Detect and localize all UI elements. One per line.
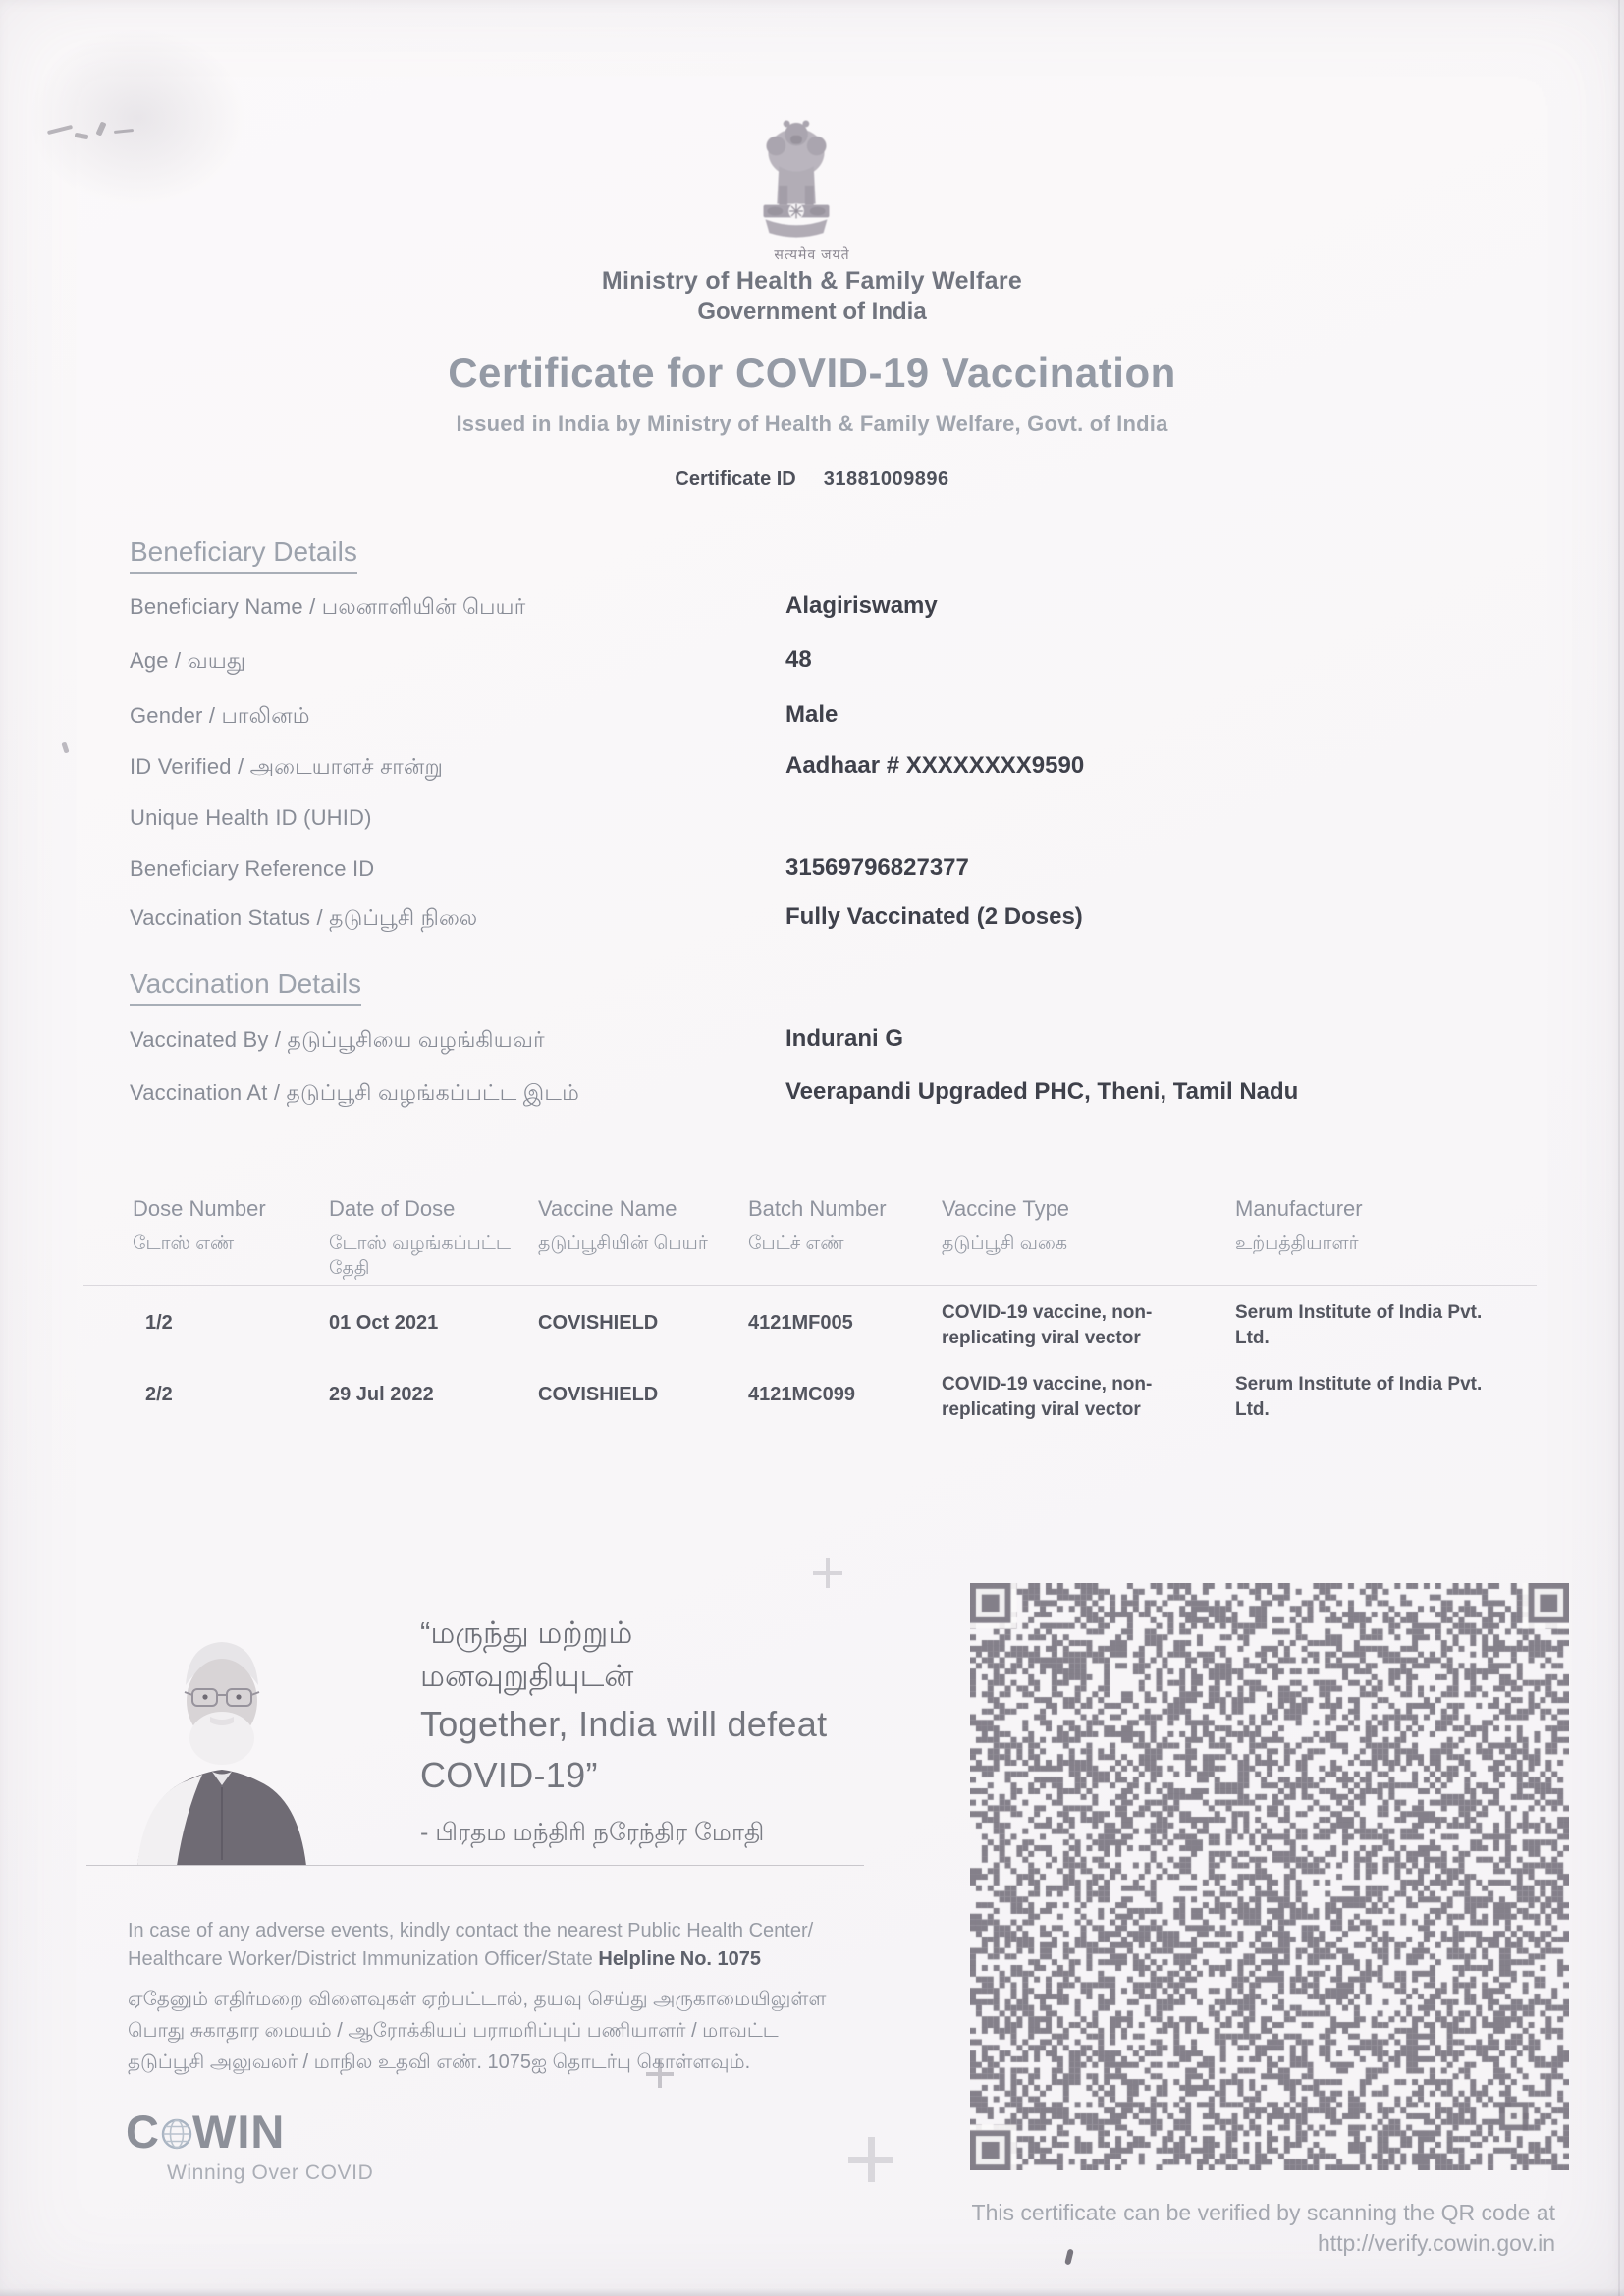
label-beneficiary-reference-id: Beneficiary Reference ID <box>130 856 375 881</box>
ministry-name: Ministry of Health & Family Welfare <box>601 267 1023 295</box>
government-of-india: Government of India <box>697 299 927 325</box>
value-vaccination-at: Veerapandi Upgraded PHC, Theni, Tamil Nadu <box>785 1078 1299 1105</box>
scan-scribble-artifact <box>41 114 159 153</box>
dose2-number: 2/2 <box>145 1384 173 1405</box>
dose2-batch: 4121MC099 <box>748 1384 855 1405</box>
dose2-vaccine-type: COVID-19 vaccine, non-replicating viral vector <box>942 1374 1153 1420</box>
value-vaccination-status: Fully Vaccinated (2 Doses) <box>785 903 1083 930</box>
satyameva-jayate-text: सत्यमेव जयते <box>774 246 850 262</box>
label-vaccinated-by: Vaccinated By / தடுப்பூசியை வழங்கியவர் <box>130 1027 545 1052</box>
cowin-logo: C WIN <box>126 2105 286 2158</box>
beneficiary-details-heading: Beneficiary Details <box>130 536 357 574</box>
dose2-manufacturer: Serum Institute of India Pvt. Ltd. <box>1235 1374 1483 1420</box>
col-header-dose-number: Dose Number டோஸ் எண் <box>133 1196 266 1254</box>
ashoka-emblem-icon <box>733 110 859 254</box>
plus-decoration-icon <box>848 2137 893 2182</box>
scan-right-edge-line <box>1618 0 1620 2296</box>
adverse-events-notice: In case of any adverse events, kindly contact the nearest Public Health Center/ Healthcare Worker/District Immunization Officer/State Helpline No. 1075 <box>128 1920 814 1970</box>
qr-verify-caption: This certificate can be verified by scanning the QR code at http://verify.cowin.gov.in <box>971 2200 1555 2256</box>
scan-ink-tick <box>61 741 69 753</box>
dose1-number: 1/2 <box>145 1312 173 1334</box>
value-beneficiary-name: Alagiriswamy <box>785 592 938 619</box>
label-uhid: Unique Health ID (UHID) <box>130 805 372 830</box>
value-id-verified: Aadhaar # XXXXXXXX9590 <box>785 752 1085 779</box>
value-vaccinated-by: Indurani G <box>785 1025 903 1052</box>
plus-decoration-icon <box>813 1558 842 1588</box>
label-vaccination-at: Vaccination At / தடுப்பூசி வழங்கப்பட்ட இடம் <box>130 1080 579 1105</box>
table-divider <box>83 1285 1537 1286</box>
quote-tamil-line1: “மருந்து மற்றும் <box>420 1615 633 1650</box>
globe-icon <box>159 2116 194 2152</box>
quote-tamil-line2: மனவுறுதியுடன் <box>420 1659 634 1693</box>
helpline-number: Helpline No. 1075 <box>598 1948 762 1970</box>
scan-bottom-shadow <box>0 2288 1624 2296</box>
adverse-events-notice-tamil: ஏதேனும் எதிர்மறை விளைவுகள் ஏற்பட்டால், தயவு செய்து அருகாமையிலுள்ள பொது சுகாதார மையம் / ஆரோக்கியப் பராமரிப்புப் பணியாளர் / மாவட்ட தடுப்பூசி அலுவலர் / மாநில உதவி எண். 1075ஐ தொடர்பு கொள்ளவும். <box>128 1989 827 2073</box>
certificate-subtitle: Issued in India by Ministry of Health & Family Welfare, Govt. of India <box>456 411 1168 436</box>
quote-attribution: - பிரதம மந்திரி நரேந்திர மோதி <box>420 1819 765 1846</box>
dose1-batch: 4121MF005 <box>748 1312 853 1334</box>
col-header-date-of-dose: Date of Dose டோஸ் வழங்கப்பட்ட தேதி <box>329 1196 512 1279</box>
dose2-vaccine-name: COVISHIELD <box>538 1384 659 1405</box>
quote-english-line1: Together, India will defeat <box>420 1704 828 1744</box>
qr-code <box>970 1583 1569 2170</box>
value-beneficiary-reference-id: 31569796827377 <box>785 854 969 881</box>
label-gender: Gender / பாலினம் <box>130 703 310 728</box>
dose1-vaccine-name: COVISHIELD <box>538 1312 659 1334</box>
col-header-batch-number: Batch Number பேட்ச் எண் <box>748 1196 887 1254</box>
dose2-date: 29 Jul 2022 <box>329 1384 434 1405</box>
certificate-id-value: 31881009896 <box>823 468 949 490</box>
dose1-vaccine-type: COVID-19 vaccine, non-replicating viral vector <box>942 1302 1153 1348</box>
cowin-tagline: Winning Over COVID <box>167 2161 374 2184</box>
value-age: 48 <box>785 646 812 673</box>
label-beneficiary-name: Beneficiary Name / பலனாளியின் பெயர் <box>130 594 526 619</box>
certificate-title: Certificate for COVID-19 Vaccination <box>448 350 1176 396</box>
certificate-id-label: Certificate ID <box>675 468 796 490</box>
value-gender: Male <box>785 701 839 728</box>
quote-english-line2: COVID-19” <box>420 1755 598 1795</box>
label-id-verified: ID Verified / அடையாளச் சான்று <box>130 754 444 779</box>
certificate-id-row <box>0 468 1624 491</box>
dose1-date: 01 Oct 2021 <box>329 1312 439 1334</box>
col-header-manufacturer: Manufacturer உற்பத்தியாளர் <box>1235 1196 1363 1254</box>
vaccination-details-heading: Vaccination Details <box>130 968 361 1006</box>
label-age: Age / வயது <box>130 648 246 673</box>
dose1-manufacturer: Serum Institute of India Pvt. Ltd. <box>1235 1302 1483 1348</box>
label-vaccination-status: Vaccination Status / தடுப்பூசி நிலை <box>130 905 478 930</box>
col-header-vaccine-name: Vaccine Name தடுப்பூசியின் பெயர் <box>538 1196 708 1254</box>
quote-divider-line <box>86 1865 864 1866</box>
pm-modi-photo <box>124 1607 320 1871</box>
col-header-vaccine-type: Vaccine Type தடுப்பூசி வகை <box>942 1196 1070 1254</box>
